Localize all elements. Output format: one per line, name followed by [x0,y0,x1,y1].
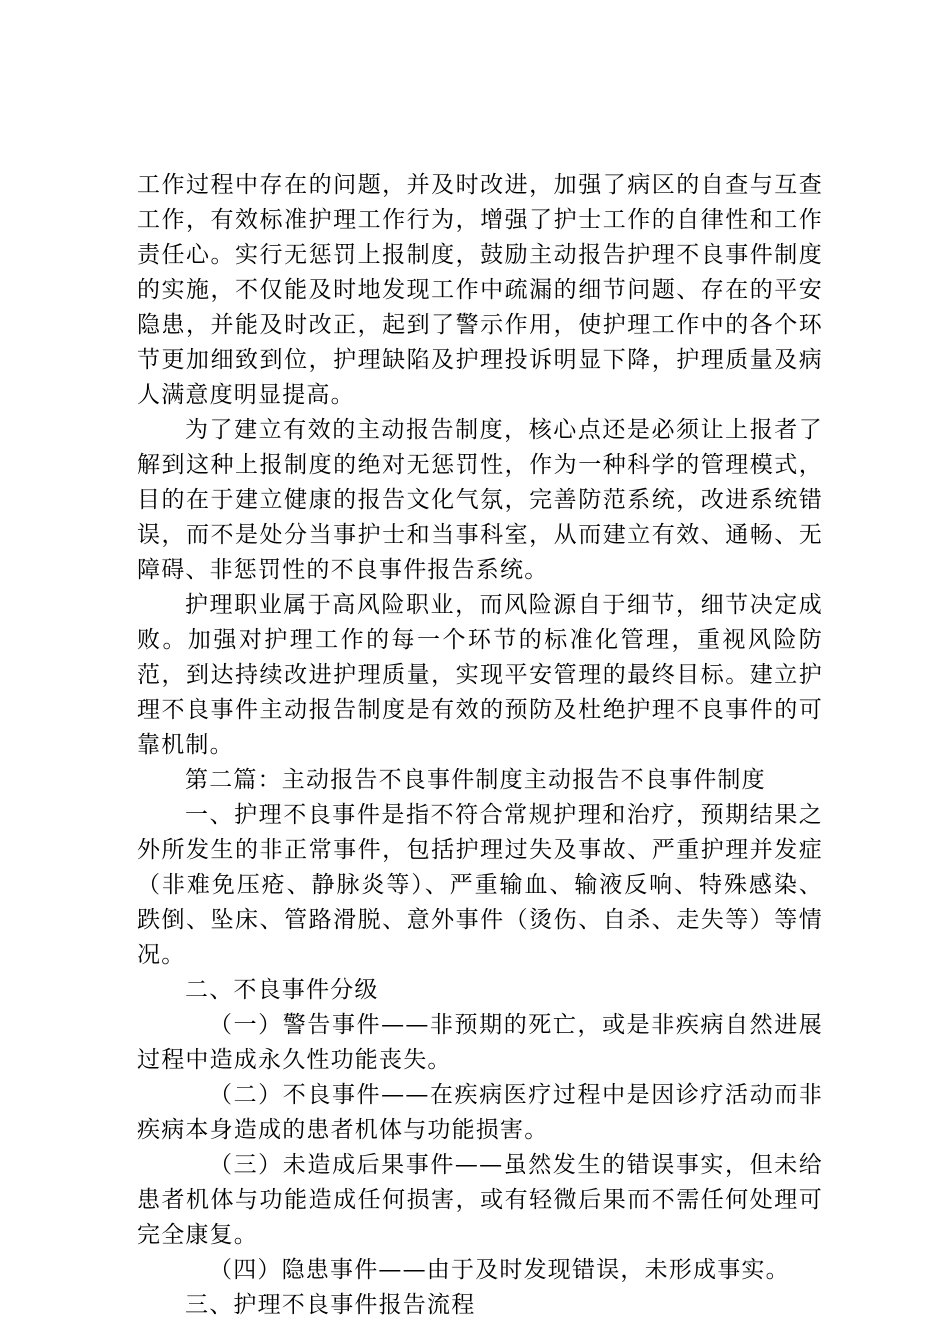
section-heading-part-two: 第二篇：主动报告不良事件制度主动报告不良事件制度 [185,767,766,793]
paragraph-continuation: 工作过程中存在的问题，并及时改进，加强了病区的自查与互查工作，有效标准护理工作行为，增强了护士工作的自律性和工作责任心。实行无惩罚上报制度，鼓励主动报告护理不良事件制度的实施，不仅能及时地发现工作中疏漏的细节问题、存在的平安隐患，并能及时改正，起到了警示作用，使护理工作中的各个环节更加细致到位，护理缺陷及护理投诉明显下降，护理质量及病人满意度明显提高。 [137,172,823,408]
list-item-hidden-danger-event: （四）隐患事件——由于及时发现错误，未形成事实。 [209,1257,790,1283]
list-item-warning-event: （一）警告事件——非预期的死亡，或是非疾病自然进展过程中造成永久性功能丧失。 [137,1012,823,1073]
list-item-no-consequence-event: （三）未造成后果事件——虽然发生的错误事实，但未给患者机体与功能造成任何损害，或有轻微后果而不需任何处理可完全康复。 [137,1152,823,1248]
paragraph-definition: 一、护理不良事件是指不符合常规护理和治疗，预期结果之外所发生的非正常事件，包括护理过失及事故、严重护理并发症（非难免压疮、静脉炎等）、严重输血、输液反响、特殊感染、跌倒、坠床、管路滑脱、意外事件（烫伤、自杀、走失等）等情况。 [137,802,823,968]
list-item-adverse-event: （二）不良事件——在疾病医疗过程中是因诊疗活动而非疾病本身造成的患者机体与功能损害。 [137,1082,823,1143]
section-heading-classification: 二、不良事件分级 [185,977,379,1003]
section-heading-reporting-process: 三、护理不良事件报告流程 [185,1292,476,1318]
paragraph-reporting-system: 为了建立有效的主动报告制度，核心点还是必须让上报者了解到这种上报制度的绝对无惩罚性，作为一种科学的管理模式，目的在于建立健康的报告文化气氛，完善防范系统，改进系统错误，而不是处分当事护士和当事科室，从而建立有效、通畅、无障碍、非惩罚性的不良事件报告系统。 [137,417,823,583]
document-body [137,168,823,1323]
paragraph-risk-management: 护理职业属于高风险职业，而风险源自于细节，细节决定成败。加强对护理工作的每一个环节的标准化管理，重视风险防范，到达持续改进护理质量，实现平安管理的最终目标。建立护理不良事件主动报告制度是有效的预防及杜绝护理不良事件的可靠机制。 [137,592,823,758]
